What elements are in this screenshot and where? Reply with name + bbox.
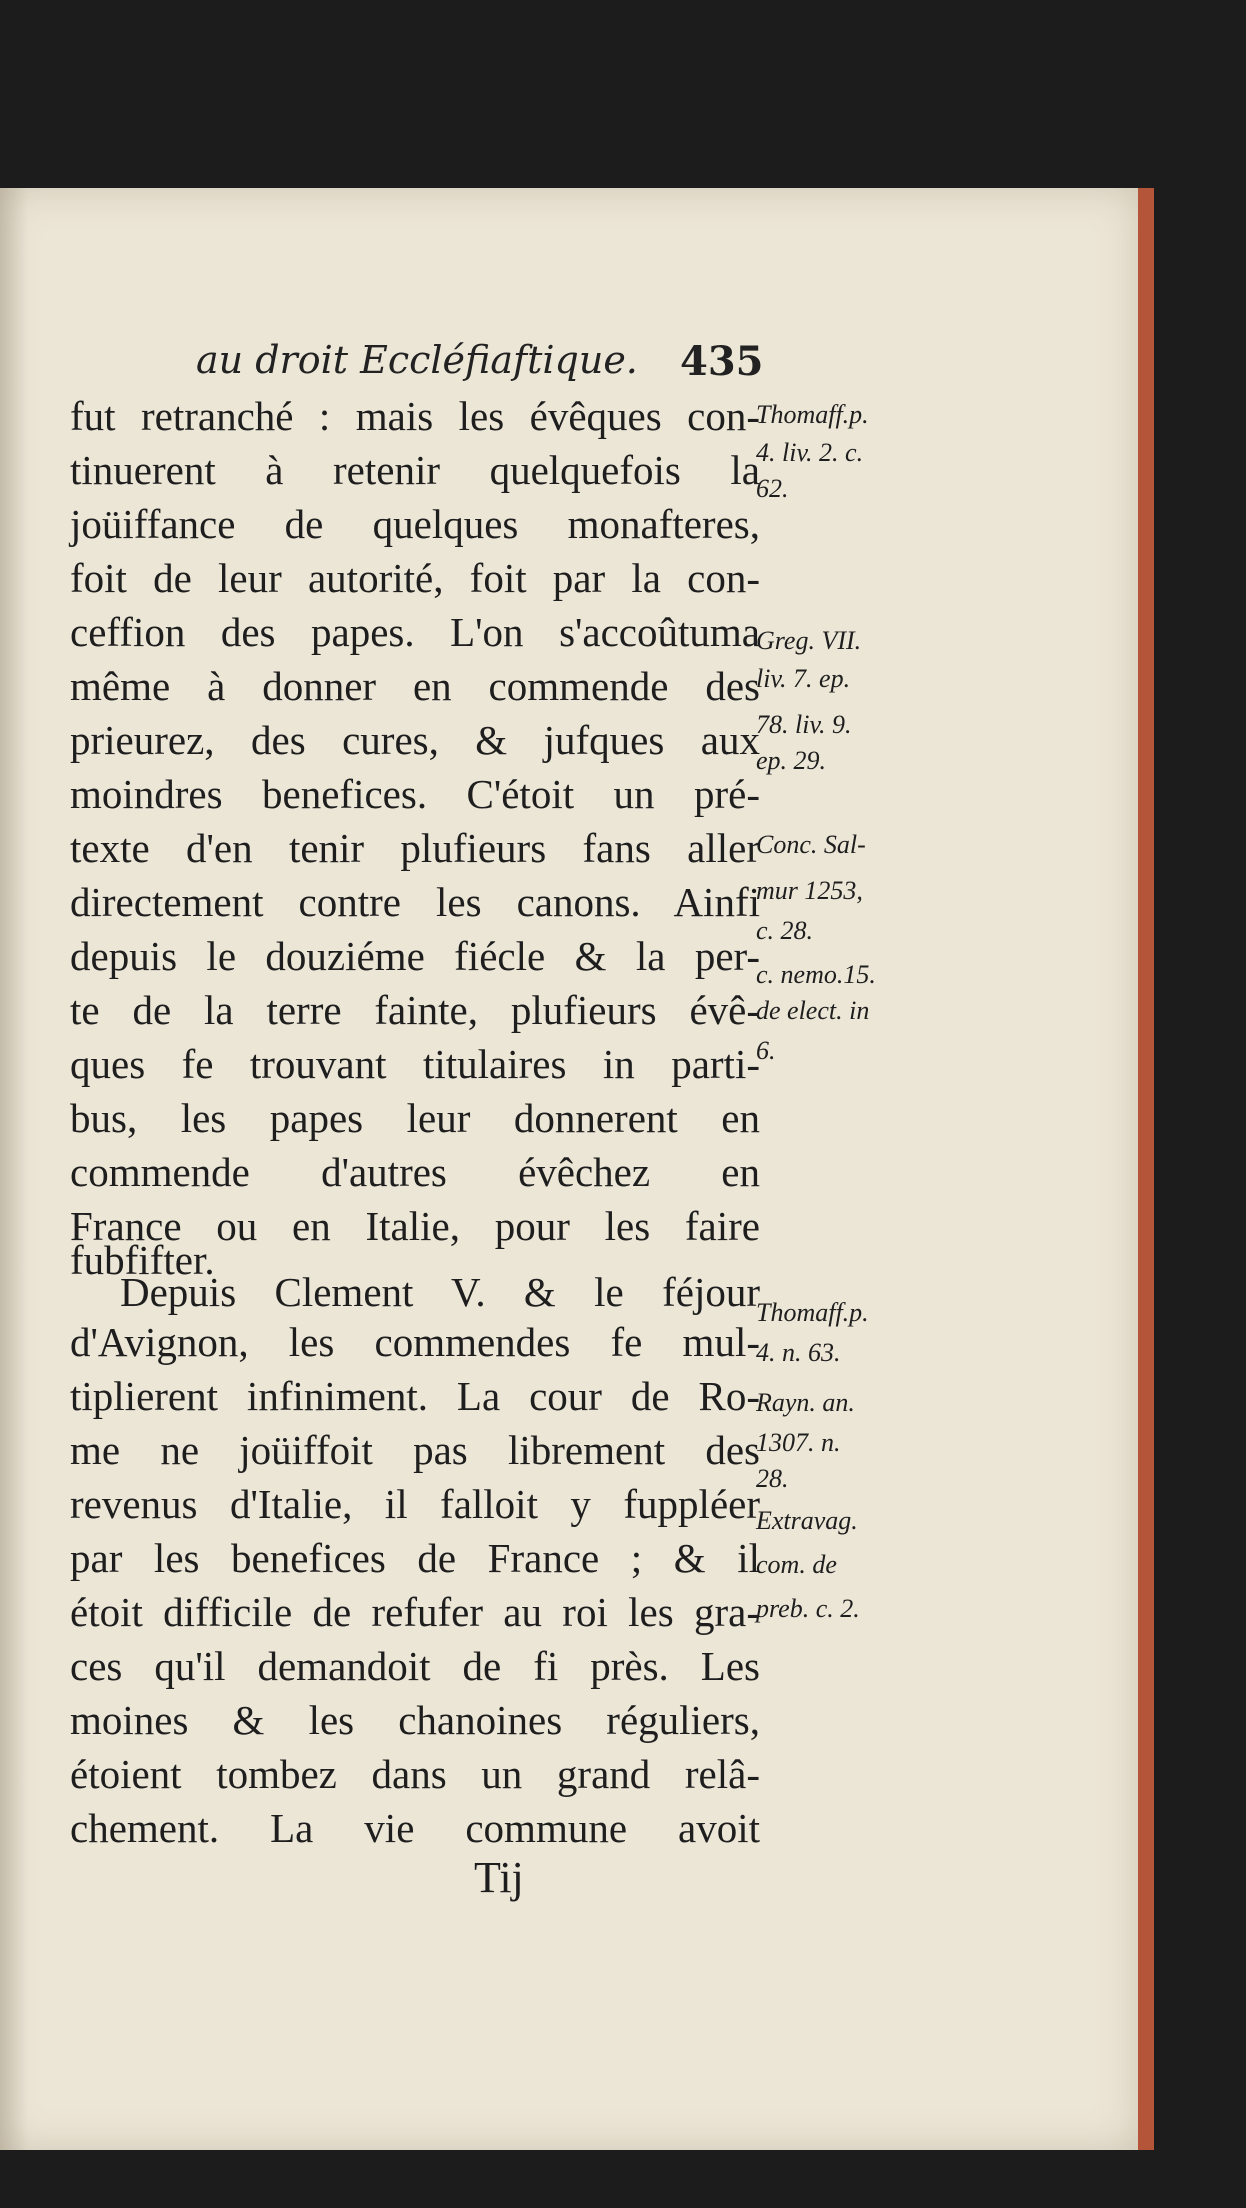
margin-note: 62.	[756, 474, 789, 503]
text-line: te de la terre fainte, plufieurs évê-	[70, 987, 760, 1033]
text-line: Depuis Clement V. & le féjour	[120, 1269, 760, 1315]
margin-note: Rayn. an.	[756, 1388, 855, 1417]
margin-note: liv. 7. ep.	[756, 664, 851, 693]
margin-note: 28.	[756, 1464, 789, 1493]
margin-note: Thomaff.p.	[756, 400, 869, 429]
text-line: texte d'en tenir plufieurs fans aller	[70, 825, 760, 871]
text-line: même à donner en commende des	[70, 663, 760, 709]
text-line: France ou en Italie, pour les faire	[70, 1203, 760, 1249]
facing-page-bleed	[0, 188, 28, 2150]
margin-note: c. 28.	[756, 916, 814, 945]
text-line: depuis le douziéme fiécle & la per-	[70, 933, 760, 979]
margin-note: 4. n. 63.	[756, 1338, 841, 1367]
text-line: commende d'autres évêchez en	[70, 1149, 760, 1195]
margin-note: ep. 29.	[756, 746, 827, 775]
margin-note: Thomaff.p.	[756, 1298, 869, 1327]
text-line: ceffion des papes. L'on s'accoûtuma	[70, 609, 760, 655]
text-line: joüiffance de quelques monafteres,	[70, 501, 760, 547]
text-line: foit de leur autorité, foit par la con-	[70, 555, 760, 601]
margin-note: Greg. VII.	[756, 626, 862, 655]
text-line: revenus d'Italie, il falloit y fuppléer	[70, 1481, 760, 1527]
margin-note: Extravag.	[756, 1506, 858, 1535]
text-line: étoient tombez dans un grand relâ-	[70, 1751, 760, 1797]
margin-note: com. de	[756, 1550, 837, 1579]
text-line: fut retranché : mais les évêques con-	[70, 393, 760, 439]
text-line: étoit difficile de refufer au roi les gra-	[70, 1589, 760, 1635]
margin-note: 6.	[756, 1036, 776, 1065]
margin-note: 4. liv. 2. c.	[756, 438, 864, 467]
signature-mark: Tij	[474, 1853, 524, 1902]
margin-note: Conc. Sal-	[756, 830, 866, 859]
text-line: moines & les chanoines réguliers,	[70, 1697, 760, 1743]
margin-note: c. nemo.15.	[756, 960, 876, 989]
text-line: moindres benefices. C'étoit un pré-	[70, 771, 760, 817]
margin-note: preb. c. 2.	[756, 1594, 860, 1623]
text-line: bus, les papes leur donnerent en	[70, 1095, 760, 1141]
running-header-title: au droit Eccléfiaftique.	[196, 338, 638, 382]
text-line: prieurez, des cures, & jufques aux	[70, 717, 760, 763]
page-number: 435	[680, 338, 764, 385]
text-line: chement. La vie commune avoit	[70, 1805, 760, 1851]
margin-note: 1307. n.	[756, 1428, 841, 1457]
text-line: tiplierent infiniment. La cour de Ro-	[70, 1373, 760, 1419]
text-line: me ne joüiffoit pas librement des	[70, 1427, 760, 1473]
text-line: ques fe trouvant titulaires in parti-	[70, 1041, 760, 1087]
margin-note: mur 1253,	[756, 876, 863, 905]
text-line: directement contre les canons. Ainfi	[70, 879, 760, 925]
text-line: par les benefices de France ; & il	[70, 1535, 760, 1581]
text-line: fubfifter.	[70, 1237, 215, 1283]
margin-note: 78. liv. 9.	[756, 710, 852, 739]
margin-note: de elect. in	[756, 996, 870, 1025]
text-line: tinuerent à retenir quelquefois la	[70, 447, 760, 493]
text-line: ces qu'il demandoit de fi près. Les	[70, 1643, 760, 1689]
text-line: d'Avignon, les commendes fe mul-	[70, 1319, 760, 1365]
